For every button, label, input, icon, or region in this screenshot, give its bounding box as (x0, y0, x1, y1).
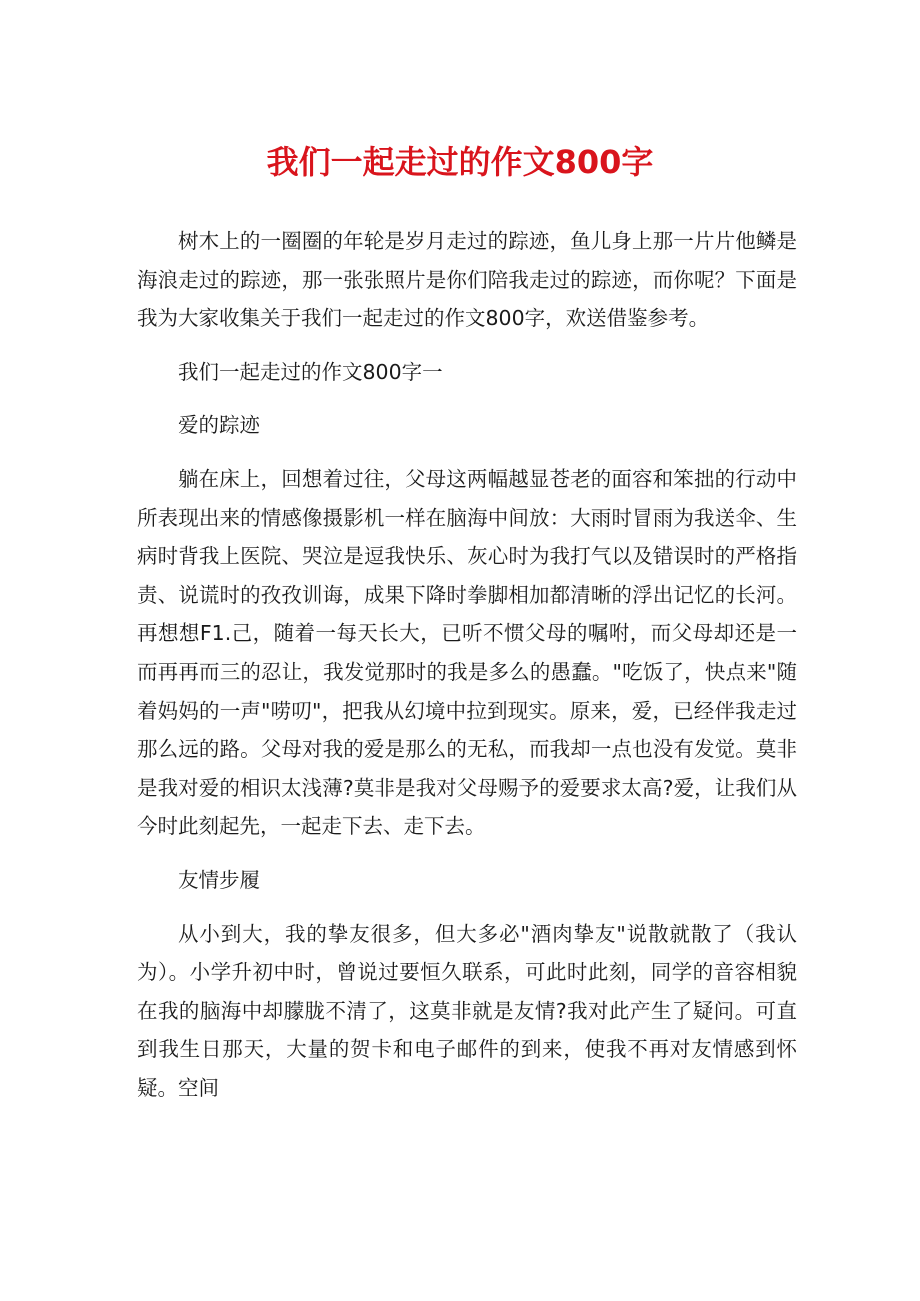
paragraph-friendship: 从小到大，我的挚友很多，但大多必"酒肉挚友"说散就散了（我认为）。小学升初中时，曾说过要恒久联系，可此时此刻，同学的音容相貌在我的脑海中却朦胧不清了，这莫非就是友情?我对此产生了疑问。可直到我生日那天，大量的贺卡和电子邮件的到来，使我不再对友情感到怀疑。空间 (137, 921, 797, 1100)
section-heading-love: 爱的踪迹 (178, 413, 260, 438)
article-body (137, 222, 797, 1122)
paragraph-intro: 树木上的一圈圈的年轮是岁月走过的踪迹，鱼儿身上那一片片他鳞是海浪走过的踪迹，那一张张照片是你们陪我走过的踪迹，而你呢？下面是我为大家收集关于我们一起走过的作文800字，欢送借鉴参考。 (137, 229, 797, 331)
page-title: 我们一起走过的作文800字 (266, 143, 654, 181)
section-heading-essay-one: 我们一起走过的作文800字一 (178, 359, 443, 384)
section-heading-friendship: 友情步履 (178, 867, 260, 892)
paragraph-love: 躺在床上，回想着过往，父母这两幅越显苍老的面容和笨拙的行动中所表现出来的情感像摄影机一样在脑海中间放：大雨时冒雨为我送伞、生病时背我上医院、哭泣是逗我快乐、灰心时为我打气以及错误时的严格指责、说谎时的孜孜训诲，成果下降时拳脚相加都清晰的浮出记忆的长河。再想想F1.己，随着一每天长大，已听不惯父母的嘱咐，而父母却还是一而再再而三的忍让，我发觉那时的我是多么的愚蠢。"吃饭了，快点来"随着妈妈的一声"唠叨"，把我从幻境中拉到现实。原来，爱，已经伴我走过那么远的路。父母对我的爱是那么的无私，而我却一点也没有发觉。莫非是我对爱的相识太浅薄?莫非是我对父母赐予的爱要求太高?爱，让我们从今时此刻起先，一起走下去、走下去。 (137, 466, 797, 839)
